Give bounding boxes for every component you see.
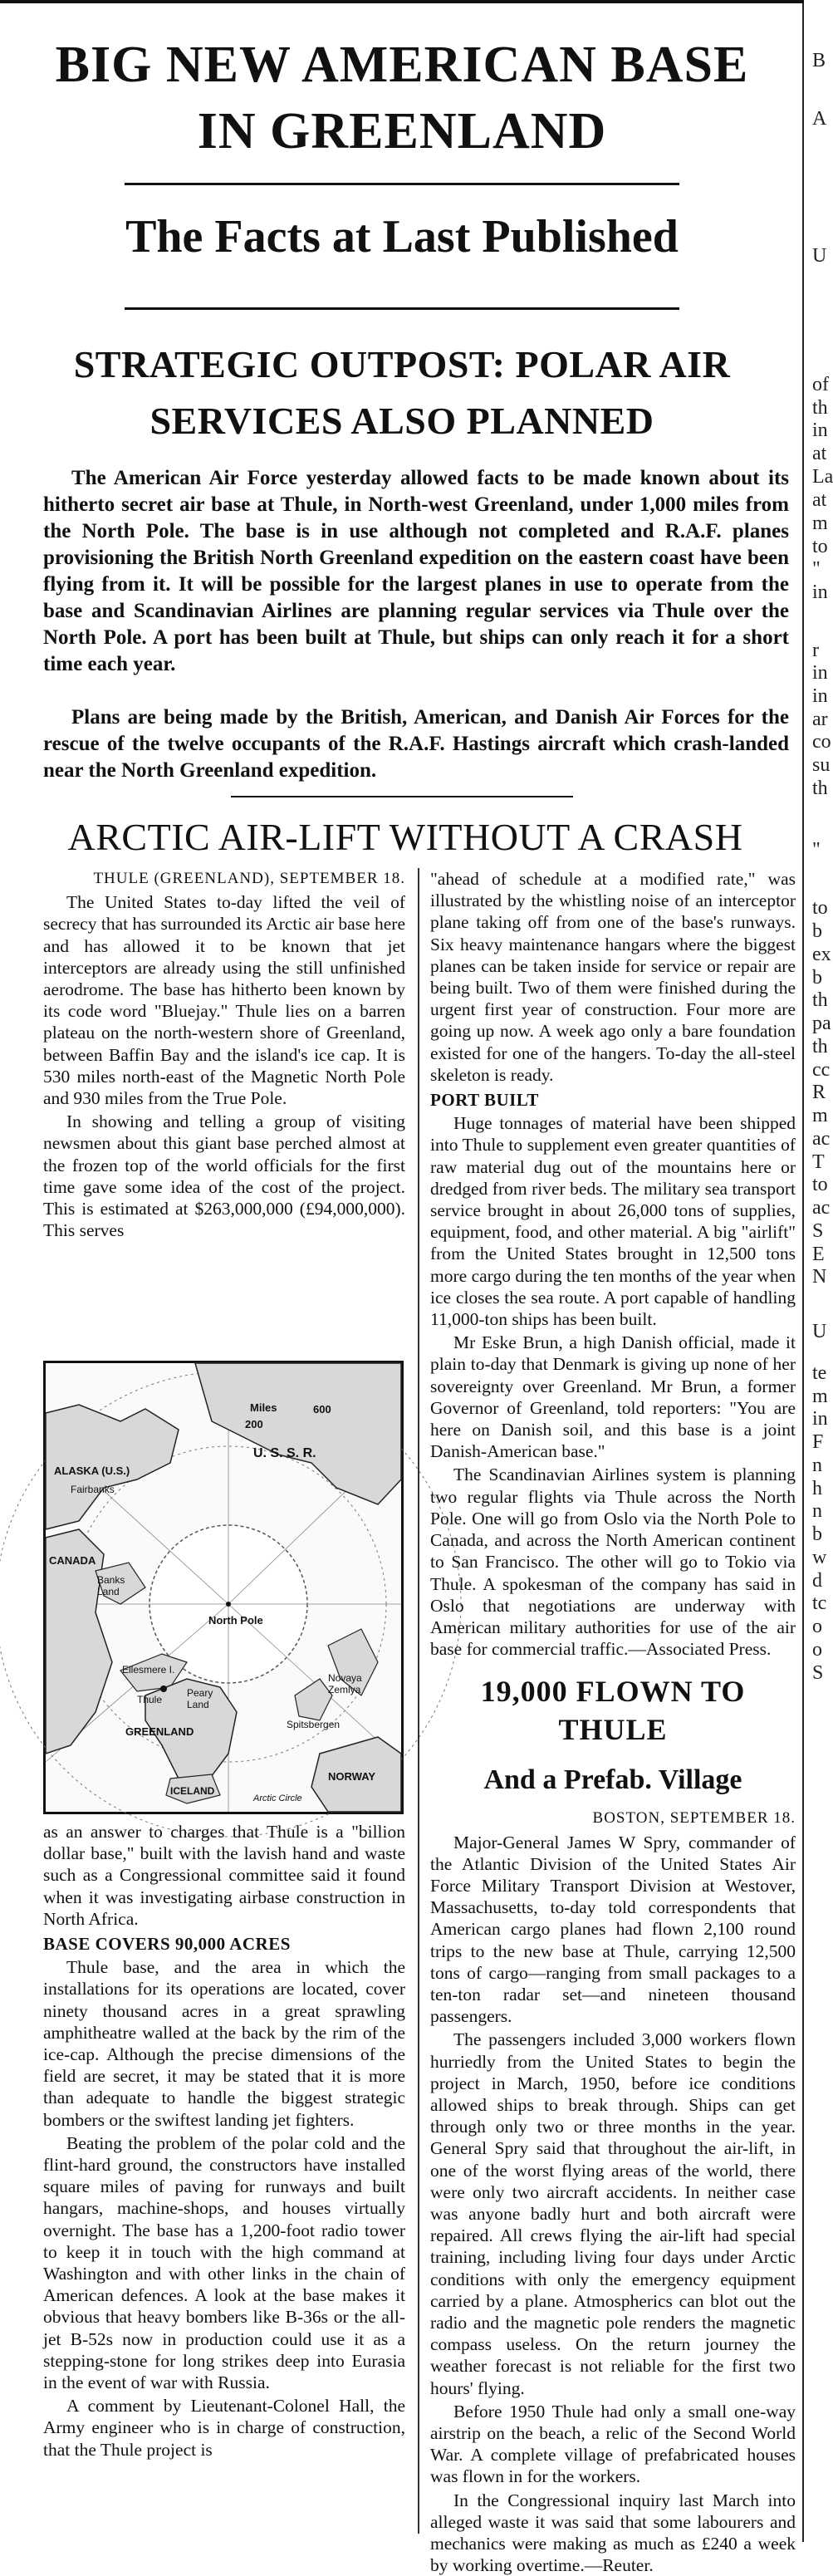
adjacent-column-text: cc	[812, 1059, 831, 1081]
adjacent-column-text: A	[812, 108, 827, 130]
adjacent-column-text: m	[812, 1105, 828, 1126]
paragraph: Thule base, and the area in which the installations for its operations are located, cover ninety thousand acres in a great sprawling amphitheatre walled at the back by the rim of the ice-cap. Although the precise dimensions of the field are secret, it may be stated that it is more than adequate to handle the biggest strategic bombers or the swiftest landing jet fighters.	[43, 1957, 405, 2130]
paragraph: In the Congressional inquiry last March into alleged waste it was said that some labourers and mechanics were making as much as £240 a week by working overtime.—Reuter.	[430, 2490, 796, 2576]
map-label-miles: Miles	[250, 1401, 277, 1414]
divider-rule	[125, 307, 679, 310]
paragraph: Major-General James W Spry, commander of the Atlantic Division of the United States Air Force Military Transport Division at Westover, Massachusetts, to-day told correspondents that American cargo planes had flown 2,100 round trips to the new base at Thule, carrying 12,500 tons of cargo—ranging from small packages to a ten-ton radar set—and nineteen thousand passengers.	[430, 1832, 796, 2027]
adjacent-column-text: "	[812, 558, 821, 580]
adjacent-column-text: su	[812, 754, 831, 776]
adjacent-column-text: S	[812, 1662, 824, 1684]
adjacent-column-text: o	[812, 1639, 822, 1661]
adjacent-column-text: N	[812, 1266, 827, 1288]
flown-headline-line2: THULE	[558, 1713, 668, 1747]
adjacent-column-text: R	[812, 1082, 826, 1103]
dateline: THULE (GREENLAND), SEPTEMBER 18.	[93, 870, 405, 887]
map-label-banks: Banks Land	[97, 1574, 125, 1597]
adjacent-column-text: co	[812, 731, 831, 753]
map-label-north-pole: North Pole	[208, 1614, 263, 1627]
adjacent-column-text: o	[812, 1616, 822, 1637]
adjacent-column-text: b	[812, 967, 822, 989]
paragraph: The passengers included 3,000 workers flown hurriedly from the United States to begin the project in March, 1950, before ice conditions allowed ships to break through. Ships can get through only two or three months in the year. General Spry said that throughout the air-lift, in one of the worst flying areas of the world, there were only two aircraft accidents. In neither case was anyone badly hurt and both aircraft were repaired. All crews flying the air-lift had special training, including living four days under Arctic conditions with only the emergency equipment carried by a plane. Atmospherics can blot out the radio and the magnetic pole renders the magnetic compass useless. On the return journey the weather forecast is not reliable for the first two hours' flying.	[430, 2029, 796, 2398]
dateline-boston: BOSTON, SEPTEMBER 18.	[592, 1809, 796, 1828]
strategic-headline	[0, 336, 804, 449]
map-label-200: 200	[245, 1418, 263, 1430]
adjacent-column-text: in	[812, 581, 828, 603]
sub-headline: The Facts at Last Published	[125, 211, 679, 263]
map-label-alaska: ALASKA (U.S.)	[54, 1465, 130, 1477]
paragraph: Before 1950 Thule had only a small one-way airstrip on the beach, a relic of the Second World War. A complete village of prefabricated houses was flown in for the workers.	[430, 2401, 796, 2487]
adjacent-column-text: ac	[812, 1128, 831, 1150]
adjacent-column-text: ex	[812, 944, 831, 965]
map-label-canada: CANADA	[49, 1554, 96, 1567]
adjacent-column-text: U	[812, 245, 827, 267]
paragraph: as an answer to charges that Thule is a "billion dollar base," built with the lavish hand and waste such as a Congressional committee said it found when it was investigating airbase construction in North Africa.	[43, 1822, 405, 1929]
map-label-arctic-circle: Arctic Circle	[253, 1793, 302, 1803]
adjacent-column-text: m	[812, 513, 828, 534]
adjacent-column-text: ac	[812, 1197, 831, 1219]
adjacent-column-text: to	[812, 897, 828, 919]
adjacent-column-text: at	[812, 489, 827, 511]
thule-marker	[160, 1685, 167, 1692]
adjacent-column-text: tc	[812, 1592, 827, 1614]
subhead-base-covers: BASE COVERS 90,000 ACRES	[43, 1934, 291, 1955]
adjacent-column-text: n	[812, 1455, 822, 1476]
adjacent-column-text: S	[812, 1220, 824, 1242]
map-label-greenland: GREENLAND	[125, 1725, 194, 1738]
map-label-ellesmere: Ellesmere I.	[122, 1664, 175, 1676]
adjacent-column-text: te	[812, 1362, 827, 1384]
main-headline	[0, 32, 804, 164]
main-headline-line1: BIG NEW AMERICAN BASE	[55, 37, 749, 93]
adjacent-column-text: th	[812, 778, 828, 799]
adjacent-column-text: r	[812, 640, 819, 661]
top-rule	[0, 0, 804, 3]
adjacent-column-text: b	[812, 1524, 822, 1545]
intro-paragraph-2: Plans are being made by the British, American, and Danish Air Forces for the rescue of the twelve occupants of the R.A.F. Hastings aircraft which crash-landed near the North Greenland expedition.	[43, 706, 789, 782]
paragraph: The United States to-day lifted the veil of secrecy that has surrounded its Arctic air base here and has allowed it to be known that jet interceptors are already using the still unfinished aerodrome. The base has hitherto been known by its code word "Bluejay." Thule lies on a barren plateau on the north-western shore of Greenland, between Baffin Bay and the island's ice cap. It is 530 miles north-east of the Magnetic North Pole and 930 miles from the True Pole.	[43, 892, 405, 1109]
adjacent-column-text: to	[812, 536, 828, 557]
adjacent-column-text: B	[812, 50, 826, 71]
main-headline-line2: IN GREENLAND	[197, 103, 607, 159]
adjacent-column-text: pa	[812, 1013, 831, 1034]
adjacent-column-text: of	[812, 374, 829, 395]
adjacent-column-text: La	[812, 466, 833, 488]
map-label-zemlya: Novaya Zemlya	[328, 1672, 362, 1695]
adjacent-column-text: h	[812, 1478, 822, 1499]
prefab-headline: And a Prefab. Village	[483, 1764, 742, 1796]
intro-paragraph: The American Air Force yesterday allowed facts to be made known about its hitherto secret air base at Thule, in North-west Greenland, under 1,000 miles from the North Pole. The base is in use although not completed and R.A.F. planes provisioning the British North Greenland expedition on the eastern coast have been flying from it. It will be possible for the largest planes in use to operate from the base and Scandinavian Airlines are planning regular services via Thule over the North Pole. A port has been built at Thule, but ships can only reach it for a short time each year.	[43, 467, 789, 675]
map-label-norway: NORWAY	[328, 1770, 376, 1783]
adjacent-column-text: th	[812, 989, 828, 1011]
column-divider	[418, 868, 419, 2534]
adjacent-column-text: m	[812, 1386, 828, 1407]
adjacent-column-text: ar	[812, 709, 828, 730]
adjacent-column-text: d	[812, 1570, 822, 1592]
map-label-iceland: ICELAND	[170, 1785, 215, 1797]
divider-rule	[125, 183, 679, 185]
map-label-600: 600	[313, 1403, 331, 1416]
adjacent-column-text: E	[812, 1244, 825, 1265]
adjacent-column-text: th	[812, 1036, 828, 1057]
strategic-headline-line2: SERVICES ALSO PLANNED	[149, 400, 654, 442]
paragraph: In showing and telling a group of visiting newsmen about this giant base perched almost at the frozen top of the world officials for the first time gave some idea of the cost of the project. This is estimated at $263,000,000 (£94,000,000). This serves	[43, 1111, 405, 1241]
adjacent-column-text: at	[812, 443, 827, 464]
adjacent-column-text: U	[812, 1321, 827, 1342]
north-pole-marker	[226, 1602, 231, 1607]
divider-rule	[231, 796, 573, 797]
adjacent-column-text: th	[812, 397, 828, 419]
left-column-top	[43, 868, 405, 1358]
paragraph: Mr Eske Brun, a high Danish official, made it plain to-day that Denmark is giving up none of her sovereignty over Greenland. Mr Brun, a former Governor of Greenland, told reporters: "You are here on Danish soil, and this base is a joint Danish-American base."	[430, 1332, 796, 1462]
flown-headline-line1: 19,000 FLOWN TO	[480, 1675, 746, 1709]
adjacent-column-text: T	[812, 1151, 825, 1173]
paragraph: Beating the problem of the polar cold and the flint-hard ground, the constructors have installed square miles of paving for runways and built hangars, machine-shops, and houses virtually overnight. The base has a 1,200-foot radio tower to keep it in touch with the high command at Washington and with other links in the chain of American defences. A look at the base makes it obvious that heavy bombers like B-36s or the all-jet B-52s now in production could use it as a stepping-stone for long strikes deep into Eurasia in the event of war with Russia.	[43, 2132, 405, 2393]
arctic-map	[43, 1361, 404, 1814]
map-label-fairbanks: Fairbanks	[71, 1484, 115, 1495]
adjacent-column-text: "	[812, 839, 821, 861]
adjacent-column-text: w	[812, 1547, 827, 1568]
adjacent-column-text: in	[812, 662, 828, 684]
map-label-thule: Thule	[137, 1694, 163, 1705]
paragraph: The Scandinavian Airlines system is planning two regular flights via Thule across the North Pole. One will go from Oslo via the North Pole to Canada, and across the North American continent to San Francisco. The other will go to Tokio via Thule. A spokesman of the company has said in Oslo that negotiations are underway with American military authorities for use of the air base for commercial traffic.—Associated Press.	[430, 1465, 796, 1660]
left-column-bottom	[43, 1821, 405, 2535]
adjacent-column-fragment	[812, 0, 833, 2542]
adjacent-column-text: to	[812, 1174, 828, 1195]
map-label-spitsbergen: Spitsbergen	[287, 1719, 341, 1730]
adjacent-column-text: in	[812, 420, 828, 441]
adjacent-column-text: in	[812, 1408, 828, 1430]
subhead-port-built: PORT BUILT	[430, 1090, 539, 1111]
paragraph: A comment by Lieutenant-Colonel Hall, the Army engineer who is in charge of construction, that the Thule project is	[43, 2396, 405, 2460]
right-column	[430, 868, 796, 2576]
map-label-ussr: U. S. S. R.	[253, 1446, 316, 1460]
paragraph: "ahead of schedule at a modified rate," was illustrated by the whistling noise of an interceptor plane taking off from one of the base's runways. Six heavy maintenance hangars where the biggest planes can be taken inside for service or repair are being built. Two of them were finished during the urgent first year of construction. Four more are going up now. A week ago only a bare foundation existed for one of the hangers. To-day the all-steel skeleton is ready.	[430, 869, 796, 1085]
adjacent-column-text: b	[812, 920, 822, 942]
strategic-headline-line1: STRATEGIC OUTPOST: POLAR AIR	[73, 343, 731, 385]
adjacent-column-text: n	[812, 1500, 822, 1522]
paragraph: Huge tonnages of material have been shipped into Thule to supplement even greater quantities of raw material dug out of the mountains here or dredged from river beds. The military sea transport service brought in about 26,000 tons of supplies, equipment, food, and other material. A big "airlift" from the United States brought in 12,500 tons more cargo during the ten months of the year when ice closes the sea route. A port capable of handling 11,000-ton ships has been built.	[430, 1113, 796, 1330]
adjacent-column-text: F	[812, 1431, 824, 1453]
arctic-headline: ARCTIC AIR-LIFT WITHOUT A CRASH	[67, 816, 743, 858]
adjacent-column-text: in	[812, 685, 828, 707]
map-label-peary: Peary Land	[187, 1687, 213, 1710]
